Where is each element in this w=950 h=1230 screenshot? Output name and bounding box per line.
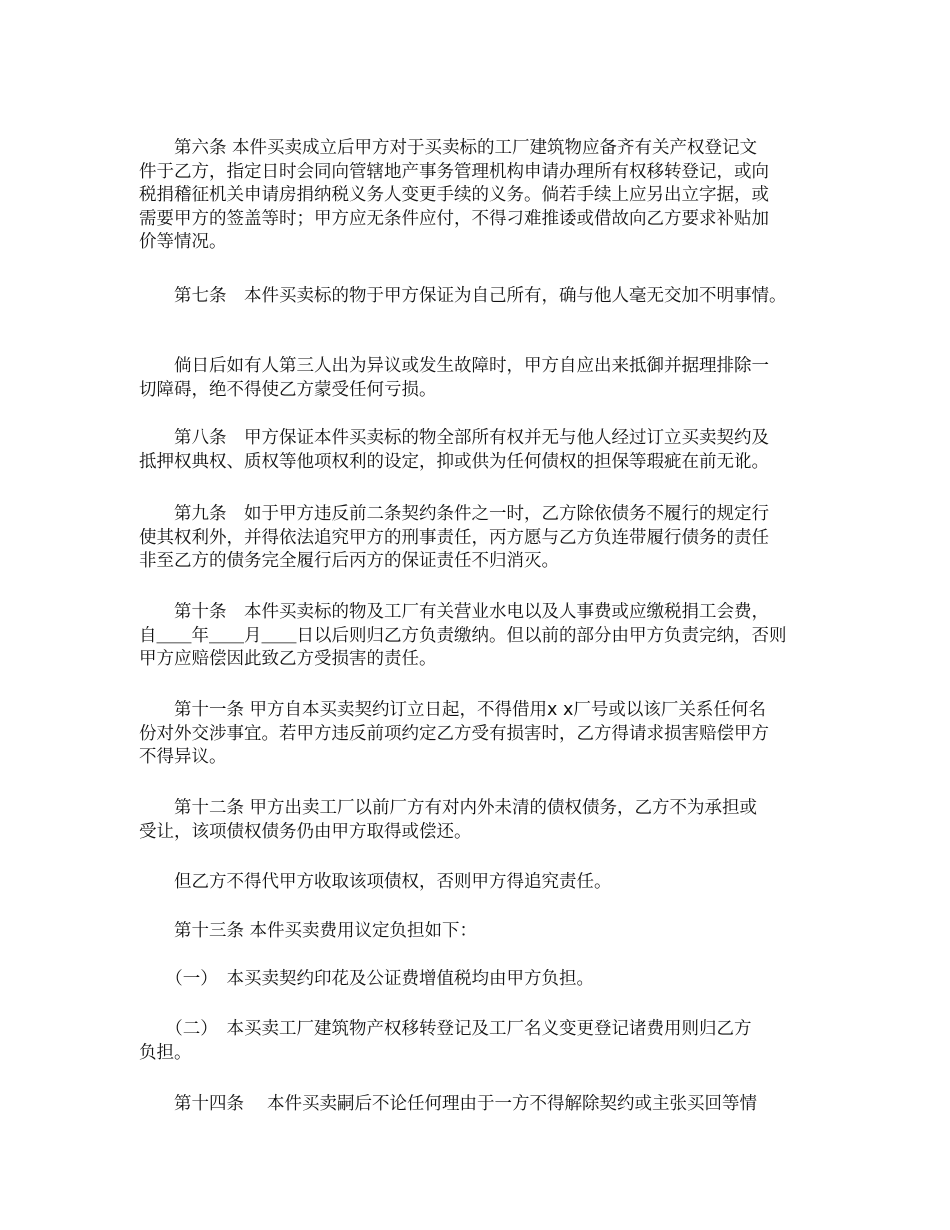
article-13-item-2 [139, 1018, 829, 1065]
text-line: 非至乙方的债务完全履行后丙方的保证责任不归消灭。 [139, 551, 559, 571]
text-line: 第八条 甲方保证本件买卖标的物全部所有权并无与他人经过订立买卖契约及 [139, 428, 769, 448]
text-line: 第十一条 甲方自本买卖契约订立日起，不得借用x x厂号或以该厂关系任何名 [139, 700, 766, 720]
text-line: 不得异议。 [139, 747, 227, 767]
article-13-item-1 [139, 968, 829, 992]
text-line: 第十四条 本件买卖嗣后不论任何理由于一方不得解除契约或主张买回等情 [139, 1094, 758, 1114]
text-line: 负担。 [139, 1042, 192, 1063]
article-12-paragraph [139, 797, 829, 844]
text-line: 第十三条 本件买卖费用议定负担如下： [139, 921, 478, 941]
text-line: 税捐稽征机关申请房捐纳税义务人变更手续的义务。倘若手续上应另出立字据，或 [139, 185, 769, 205]
article-7-continuation-paragraph [139, 355, 829, 402]
text-line: 件于乙方，指定日时会同向管辖地产事务管理机构申请办理所有权移转登记，或向 [139, 161, 769, 182]
article-14-paragraph [139, 1093, 829, 1117]
article-8-paragraph [139, 427, 829, 474]
article-6-paragraph [139, 137, 829, 255]
text-line: 需要甲方的签盖等时；甲方应无条件应付，不得刁难推诿或借故向乙方要求补贴加 [139, 208, 769, 229]
article-11-paragraph [139, 699, 829, 770]
text-line: 受让，该项债权债务仍由甲方取得或偿还。 [139, 821, 472, 842]
text-line: 但乙方不得代甲方收取该项债权，否则甲方得追究责任。 [139, 872, 612, 892]
article-7-paragraph [139, 285, 829, 309]
text-line: 价等情况。 [139, 232, 227, 252]
article-9-paragraph [139, 503, 829, 574]
text-line: 第九条 如于甲方违反前二条契约条件之一时，乙方除依债务不履行的规定行 [139, 504, 769, 524]
article-10-paragraph [139, 601, 829, 672]
text-line: （二） 本买卖工厂建筑物产权移转登记及工厂名义变更登记诸费用则归乙方 [139, 1019, 752, 1039]
article-13-paragraph [139, 920, 829, 944]
text-line: 使其权利外，并得依法追究甲方的刑事责任，丙方愿与乙方负连带履行债务的责任 [139, 527, 769, 548]
text-line: 第十二条 甲方出卖工厂以前厂方有对内外未清的债权债务，乙方不为承担或 [139, 798, 758, 818]
text-line: 甲方应赔偿因此致乙方受损害的责任。 [139, 649, 437, 669]
text-line: 第十条 本件买卖标的物及工厂有关营业水电以及人事费或应缴税捐工会费， [139, 602, 769, 622]
text-line: 第七条 本件买卖标的物于甲方保证为自己所有，确与他人毫无交加不明事情。 [139, 286, 787, 306]
text-line: 自＿＿年＿＿月＿＿日以后则归乙方负责缴纳。但以前的部分由甲方负责完纳，否则 [139, 625, 787, 646]
text-line: 倘日后如有人第三人出为异议或发生故障时，甲方自应出来抵御并据理排除一 [139, 356, 769, 376]
text-line: 切障碍，绝不得使乙方蒙受任何亏损。 [139, 379, 437, 400]
text-line: 第六条 本件买卖成立后甲方对于买卖标的工厂建筑物应备齐有关产权登记文 [139, 138, 758, 158]
article-12-continuation-paragraph [139, 871, 829, 895]
text-line: 抵押权典权、质权等他项权利的设定，抑或供为任何债权的担保等瑕疵在前无讹。 [139, 451, 769, 472]
text-line: （一） 本买卖契约印花及公证费增值税均由甲方负担。 [139, 969, 594, 989]
text-line: 份对外交涉事宜。若甲方违反前项约定乙方受有损害时，乙方得请求损害赔偿甲方 [139, 723, 769, 744]
